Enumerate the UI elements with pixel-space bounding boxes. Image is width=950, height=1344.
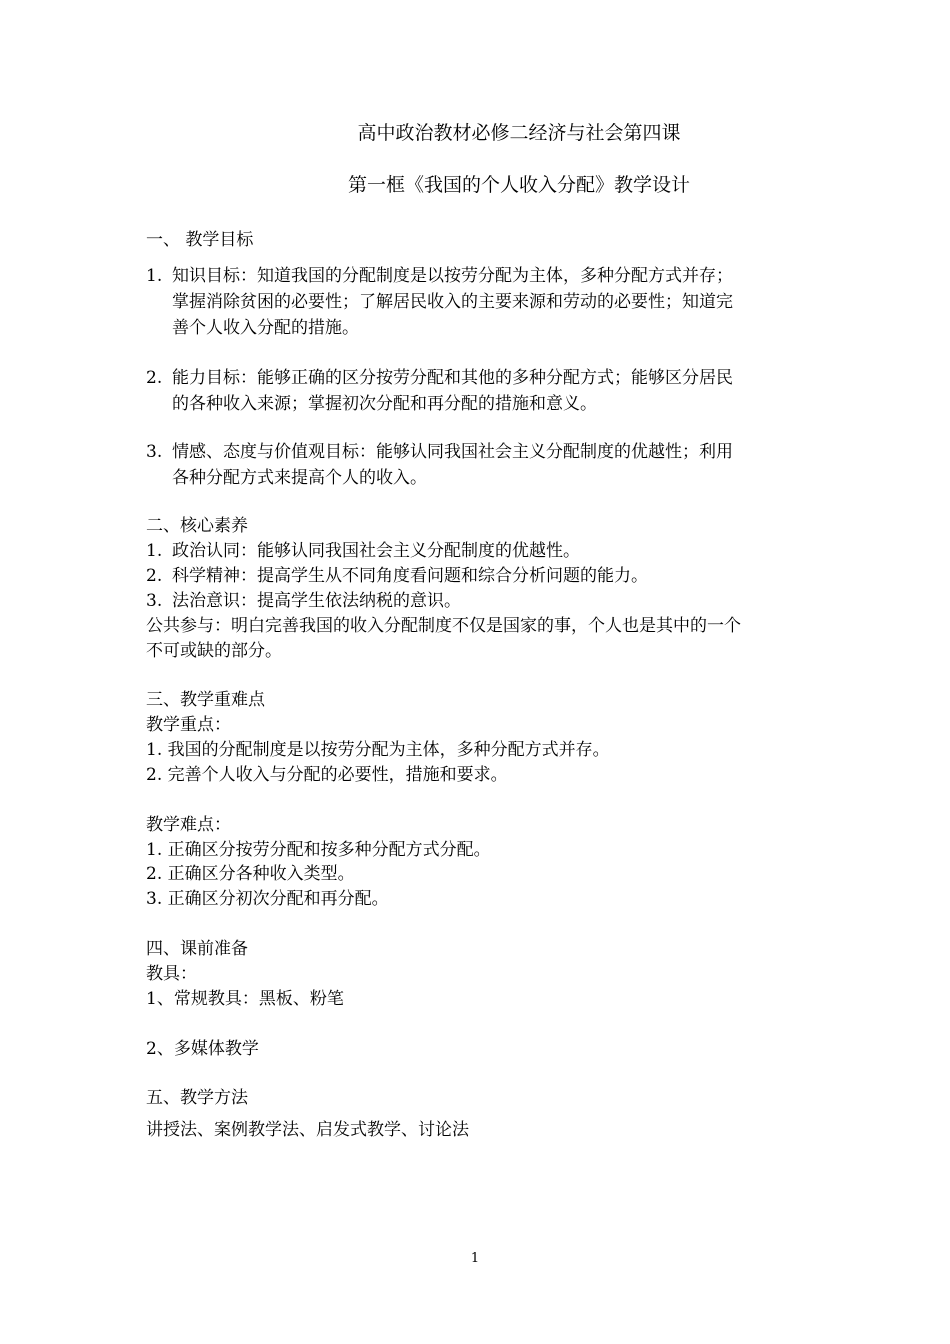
list-number: 3.: [146, 591, 163, 611]
list-text-cont: 的各种收入来源；掌握初次分配和再分配的措施和意义。: [172, 394, 597, 414]
list-number: 3.: [146, 442, 163, 462]
section-heading-preparation: 四、课前准备: [146, 939, 248, 959]
list-text-cont: 各种分配方式来提高个人的收入。: [172, 468, 427, 488]
list-number: 2.: [146, 566, 163, 586]
methods-text: 讲授法、案例教学法、启发式教学、讨论法: [146, 1120, 469, 1140]
page-number: 1: [470, 1251, 480, 1266]
list-item: [146, 264, 816, 288]
section-heading-core: 二、核心素养: [146, 516, 248, 536]
focus-label: 教学重点：: [146, 715, 231, 735]
section-heading-key-points: 三、教学重难点: [146, 690, 265, 710]
list-item: [146, 589, 816, 613]
prep-item: 1、常规教具：黑板、粉笔: [146, 989, 344, 1009]
list-text-cont: 掌握消除贫困的必要性；了解居民收入的主要来源和劳动的必要性；知道完: [172, 292, 733, 312]
difficulty-item: 1. 正确区分按劳分配和按多种分配方式分配。: [146, 840, 491, 860]
section-heading-objectives: 一、 教学目标: [146, 230, 254, 250]
tools-label: 教具：: [146, 964, 197, 984]
document-subtitle: 第一框《我国的个人收入分配》教学设计: [347, 174, 690, 196]
difficulty-item: 2. 正确区分各种收入类型。: [146, 864, 355, 884]
list-number: 1.: [146, 266, 163, 286]
list-item: [146, 564, 816, 588]
list-text: 情感、态度与价值观目标：能够认同我国社会主义分配制度的优越性；利用: [172, 442, 733, 462]
list-text: 能力目标：能够正确的区分按劳分配和其他的多种分配方式；能够区分居民: [172, 368, 733, 388]
list-text: 法治意识：提高学生依法纳税的意识。: [172, 591, 461, 611]
list-item: [146, 539, 816, 563]
list-text: 科学精神：提高学生从不同角度看问题和综合分析问题的能力。: [172, 566, 648, 586]
participation-text-cont: 不可或缺的部分。: [146, 641, 282, 661]
difficulty-label: 教学难点：: [146, 815, 231, 835]
list-item: [146, 366, 816, 390]
section-heading-methods: 五、教学方法: [146, 1088, 248, 1108]
difficulty-item: 3. 正确区分初次分配和再分配。: [146, 889, 389, 909]
list-number: 2.: [146, 368, 163, 388]
focus-item: 1. 我国的分配制度是以按劳分配为主体，多种分配方式并存。: [146, 740, 610, 760]
list-text: 知识目标：知道我国的分配制度是以按劳分配为主体，多种分配方式并存；: [172, 266, 733, 286]
document-title: 高中政治教材必修二经济与社会第四课: [357, 122, 681, 144]
list-item: [146, 440, 816, 464]
list-text: 政治认同：能够认同我国社会主义分配制度的优越性。: [172, 541, 580, 561]
prep-item: 2、多媒体教学: [146, 1039, 259, 1059]
focus-item: 2. 完善个人收入与分配的必要性，措施和要求。: [146, 765, 508, 785]
list-text-cont: 善个人收入分配的措施。: [172, 318, 359, 338]
list-number: 1.: [146, 541, 163, 561]
participation-text: 公共参与：明白完善我国的收入分配制度不仅是国家的事，个人也是其中的一个: [146, 616, 741, 636]
